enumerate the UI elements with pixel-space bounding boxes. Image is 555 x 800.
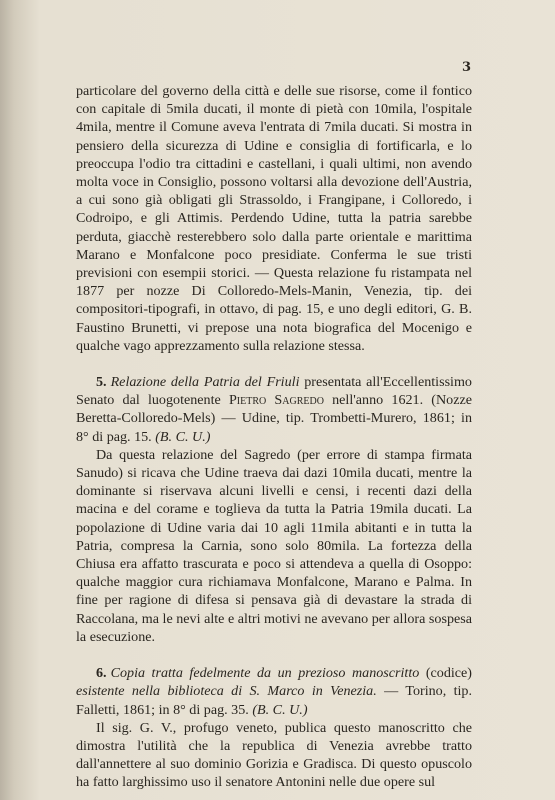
page-number: 3 [461,60,471,75]
source-mark: (B. C. U.) [252,701,308,718]
author-name: Pietro Sagredo [228,392,324,409]
entry-5-heading [76,373,472,446]
entry-number: 5. [96,374,107,391]
entry-text: nell'anno 1621. (Nozze Beretta-Colloredo-Mels) — Udine, tip. Trombetti-Murero, 1861; in 8° di pag. 15. [76,392,472,445]
entry-title: Copia tratta fedelmente da un prezioso manoscritto [110,665,420,682]
entry-number: 6. [96,665,107,682]
entry-text: (codice) [419,665,472,682]
entry-text: presentata all'Eccellentissimo Senato dal luogotenente [76,374,472,409]
paragraph-continuation: particolare del governo della città e delle sue risorse, come il fontico con capitale di 5mila ducati, il monte di pietà con 10mila, l'ospitale 4mila, mentre il Comune aveva l'entrata di 7mila ducati. Si mostra in pensiero della sicurezza di Udine e consiglia di fortificarla, e lo preoccupa l'odio tra cittadini e castellani, i quali ultimi, non avendo molta voce in Consiglio, possono voltarsi alla devozione dell'Austria, a cui sono già obligati gli Strassoldo, i Frangipane, i Colloredo, i Codroipo, e gli Attimis. Perdendo Udine, tutta la patria sarebbe perduta, giacchè resterebbero solo dalla parte orientale e marittima Marano e Monfalcone poco presidiate. Conferma le sue tristi previsioni con esempii storici. — Questa relazione fu ristampata nel 1877 per nozze Di Colloredo-Mels-Manin, Venezia, tip. dei compositori-tipografi, in ottavo, di pag. 15, e uno degli editori, G. B. Faustino Brunetti, vi prepose una nota biografica del Mocenigo e qualche vago apprezzamento sulla relazione stessa. [76,83,472,354]
entry-5-body: Da questa relazione del Sagredo (per errore di stampa firmata Sanudo) si ricava che Udine traeva dai dazi 10mila ducati, mentre la dominante si riservava alcuni livelli e censi, i recenti dazi della macina e del corame e toglieva da tutta la Patria 19mila ducati. La popolazione di Udine varia dai 10 agli 11mila abitanti e in tutta la Patria, compresa la Carnia, sono solo 80mila. La fortezza della Chiusa era affatto trascurata e poco si attendeva a quella di Osoppo: qualche maggior cura richiamava Monfalcone, Marano e Palma. In fine per ragione di difesa si pensava già di devastare la strada di Raccolana, ma le nevi alte e altri motivi ne avevano per allora sospesa la esecuzione. [76,446,472,645]
entry-6-heading [76,664,472,719]
page-text [76,82,472,792]
entry-title-continued: esistente nella biblioteca di S. Marco in Venezia. [76,683,377,700]
source-mark: (B. C. U.) [155,428,211,445]
entry-6-body: Il sig. G. V., profugo veneto, publica questo manoscritto che dimostra l'utilità che la republica di Venezia avrebbe tratto dall'annettere al suo dominio Gorizia e Gradisca. Di questo opuscolo ha fatto larghissimo uso il senatore Antonini nelle due opere sul [76,719,472,791]
entry-title: Relazione della Patria del Friuli [110,374,300,391]
entry-text: — Torino, tip. Falletti, 1861; in 8° di pag. 35. [76,683,473,718]
